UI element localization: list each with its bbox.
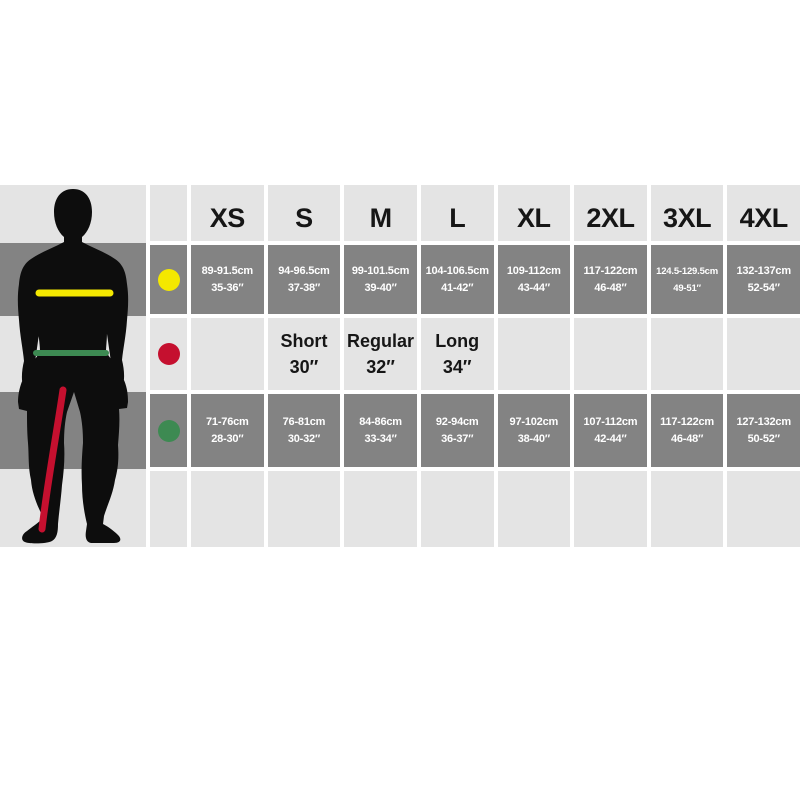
in-value: 42-44″	[594, 432, 627, 445]
chest-cell-2xl	[574, 245, 647, 314]
fit-cell-xs	[191, 318, 264, 390]
in-value: 37-38″	[287, 281, 321, 294]
fit-cell-3xl	[651, 318, 724, 390]
waist-cell-xl	[498, 394, 571, 467]
chest-cell-xs	[191, 245, 264, 314]
waist-cell-3xl	[651, 394, 724, 467]
size-header-s: S	[268, 185, 341, 241]
fit-cell-4xl	[727, 318, 800, 390]
empty-cell	[268, 471, 341, 547]
fit-marker-cell	[150, 318, 187, 390]
chest-cell-s	[268, 245, 341, 314]
fit-label: Long	[435, 331, 480, 351]
waist-cell-2xl	[574, 394, 647, 467]
waist-marker-cell	[150, 394, 187, 467]
in-value: 28-30″	[211, 432, 244, 445]
in-value: 38-40″	[517, 432, 550, 445]
cm-value: 124.5-129.5cm	[656, 265, 718, 277]
size-header-3xl: 3XL	[651, 185, 724, 241]
cm-value: 132-137cm	[736, 264, 791, 277]
size-header-xl: XL	[498, 185, 571, 241]
fit-label: Short	[280, 331, 328, 351]
waist-cell-s	[268, 394, 341, 467]
in-value: 46-48″	[670, 432, 704, 445]
body-silhouette	[0, 185, 146, 547]
cm-value: 92-94cm	[435, 415, 479, 428]
empty-cell	[421, 471, 494, 547]
cm-value: 127-132cm	[736, 415, 791, 428]
waist-cell-l	[421, 394, 494, 467]
fit-cell-s	[268, 318, 341, 390]
empty-cell	[498, 471, 571, 547]
cm-value: 107-112cm	[583, 415, 638, 428]
fit-value: 34″	[442, 357, 472, 377]
in-value: 35-36″	[211, 281, 244, 294]
fit-marker-dot	[158, 343, 180, 365]
man-silhouette-shape	[18, 189, 128, 543]
empty-cell	[727, 471, 800, 547]
waist-marker-dot	[158, 420, 180, 442]
cm-value: 117-122cm	[660, 415, 714, 428]
cm-value: 104-106.5cm	[425, 264, 489, 277]
figure-cell	[0, 185, 146, 547]
waist-cell-4xl	[727, 394, 800, 467]
in-value: 49-51″	[673, 282, 701, 294]
chest-cell-3xl	[651, 245, 724, 314]
cm-value: 89-91.5cm	[201, 264, 254, 277]
chest-marker-dot	[158, 269, 180, 291]
cm-value: 94-96.5cm	[278, 264, 330, 277]
empty-cell	[574, 471, 647, 547]
cm-value: 117-122cm	[583, 264, 638, 277]
cm-value: 71-76cm	[205, 415, 249, 428]
size-header-l: L	[421, 185, 494, 241]
fit-label: Regular	[347, 331, 415, 351]
chest-cell-m	[344, 245, 417, 314]
cm-value: 109-112cm	[506, 264, 561, 277]
in-value: 46-48″	[594, 281, 627, 294]
in-value: 39-40″	[364, 281, 397, 294]
fit-value: 32″	[366, 357, 395, 377]
cm-value: 97-102cm	[509, 415, 559, 428]
in-value: 33-34″	[364, 432, 397, 445]
waist-cell-m	[344, 394, 417, 467]
empty-cell	[344, 471, 417, 547]
size-header-xs: XS	[191, 185, 264, 241]
size-header-2xl: 2XL	[574, 185, 647, 241]
chest-cell-4xl	[727, 245, 800, 314]
waist-cell-xs	[191, 394, 264, 467]
chest-cell-xl	[498, 245, 571, 314]
empty-cell	[191, 471, 264, 547]
marker-column-header	[150, 185, 187, 241]
size-chart-table	[0, 185, 800, 547]
empty-cell	[651, 471, 724, 547]
chest-cell-l	[421, 245, 494, 314]
cm-value: 76-81cm	[282, 415, 326, 428]
fit-cell-xl	[498, 318, 571, 390]
chest-marker-cell	[150, 245, 187, 314]
size-header-m: M	[344, 185, 417, 241]
fit-value: 30″	[289, 357, 319, 377]
empty-marker-cell	[150, 471, 187, 547]
size-header-4xl: 4XL	[727, 185, 800, 241]
in-value: 41-42″	[441, 281, 474, 294]
in-value: 52-54″	[747, 281, 780, 294]
in-value: 30-32″	[287, 432, 321, 445]
fit-cell-l	[421, 318, 494, 390]
cm-value: 84-86cm	[359, 415, 402, 428]
fit-cell-m	[344, 318, 417, 390]
cm-value: 99-101.5cm	[351, 264, 410, 277]
in-value: 43-44″	[517, 281, 550, 294]
fit-cell-2xl	[574, 318, 647, 390]
in-value: 50-52″	[747, 432, 780, 445]
in-value: 36-37″	[441, 432, 474, 445]
